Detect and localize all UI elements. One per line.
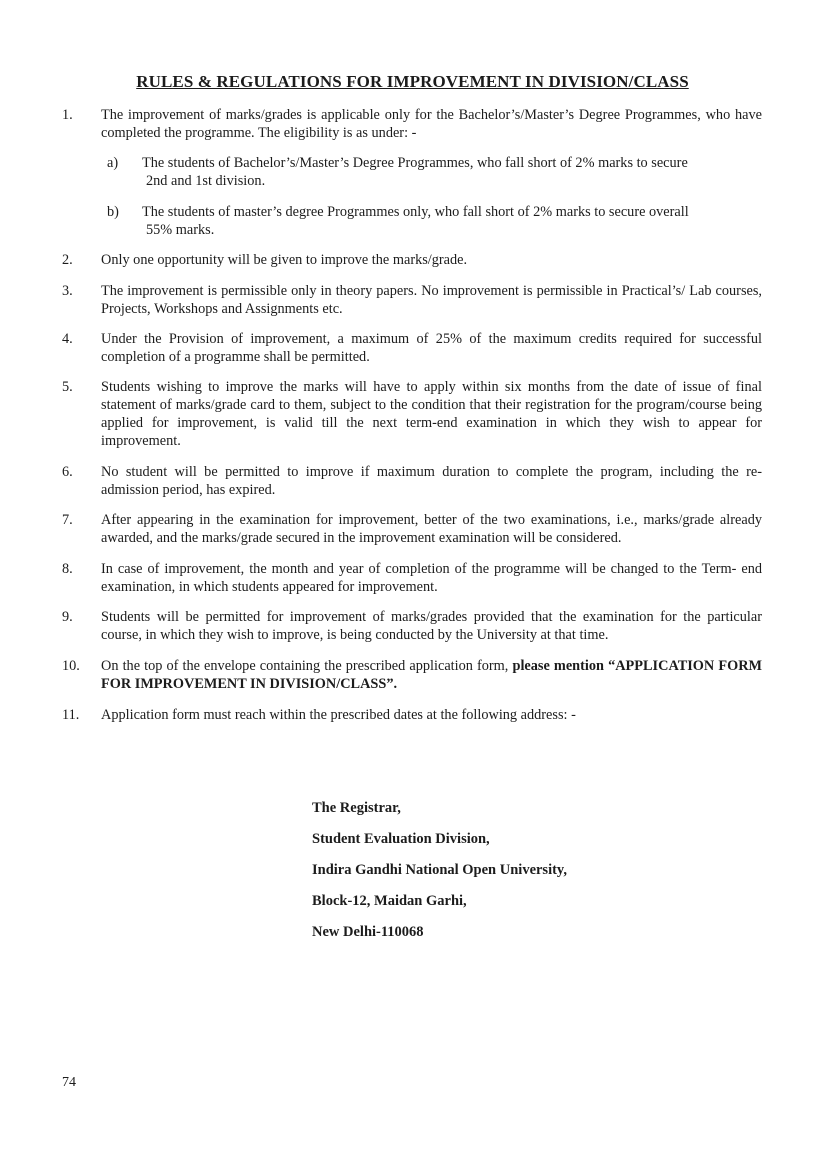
item-text: In case of improvement, the month and year of completion of the programme will be changed to the Term- end examination, in which students appeared for improvement. — [101, 561, 762, 595]
bold-instruction: please mention — [512, 658, 604, 674]
sub-item-label: a) — [107, 155, 119, 171]
rule-item-4 — [62, 330, 762, 366]
item-number: 9. — [62, 609, 73, 625]
item-text: The improvement of marks/grades is applicable only for the Bachelor’s/Master’s Degree Programmes, who have completed the programme. The eligibility is as under: - — [101, 107, 763, 141]
item-number: 11. — [62, 707, 80, 723]
item-text: On the top of the envelope containing the prescribed application form, please mention “APPLICATION FORM FOR IMPROVEMENT IN DIVISION/CLASS”. — [101, 658, 763, 692]
item-text: After appearing in the examination for improvement, better of the two examinations, i.e., marks/grade already awarded, and the marks/grade secured in the improvement examination will be considered. — [101, 512, 762, 546]
address-line-registrar: The Registrar, — [312, 800, 401, 816]
item-number: 4. — [62, 331, 73, 347]
rule-item-9 — [62, 608, 762, 644]
rule-item-5 — [62, 378, 762, 450]
rule-item-10 — [62, 657, 762, 693]
item-number: 8. — [62, 561, 73, 577]
rule-item-2 — [62, 251, 762, 269]
item-number: 10. — [62, 658, 80, 674]
rule-item-6 — [62, 463, 762, 499]
item-number: 6. — [62, 464, 73, 480]
item-text: Only one opportunity will be given to improve the marks/grade. — [101, 252, 468, 268]
sub-item-label: b) — [107, 204, 119, 220]
item-number: 3. — [62, 283, 73, 299]
address-line-block: Block-12, Maidan Garhi, — [312, 893, 467, 909]
page-title: RULES & REGULATIONS FOR IMPROVEMENT IN DIVISION/CLASS — [136, 72, 689, 91]
item-text: Students will be permitted for improvement of marks/grades provided that the examination for the particular course, in which they wish to improve, is being conducted by the University at that time. — [101, 609, 762, 643]
envelope-label: “APPLICATION FORM FOR IMPROVEMENT IN DIVISION/CLASS”. — [101, 658, 763, 692]
item-number: 7. — [62, 512, 73, 528]
sub-item-text: The students of master’s degree Programmes only, who fall short of 2% marks to secure overall — [142, 204, 689, 220]
address-line-university: Indira Gandhi National Open University, — [312, 862, 568, 878]
item-text: Under the Provision of improvement, a maximum of 25% of the maximum credits required for successful completion of a programme shall be permitted. — [101, 331, 762, 365]
item-number: 5. — [62, 379, 73, 395]
rule-item-3 — [62, 282, 762, 318]
item-number: 1. — [62, 107, 73, 123]
sub-item-text-cont: 55% marks. — [146, 222, 215, 238]
item-text: No student will be permitted to improve if maximum duration to complete the program, including the re- admission period, has expired. — [101, 464, 762, 498]
item-text: Students wishing to improve the marks will have to apply within six months from the date of issue of final statement of marks/grade card to them, subject to the condition that their registration for the program/course being applied for improvement, is valid till the next term-end examination in which they wish to appear for improvement. — [101, 379, 763, 449]
sub-item-b — [107, 203, 762, 239]
rule-item-7 — [62, 511, 762, 547]
rule-item-1 — [62, 106, 762, 142]
page-number: 74 — [62, 1075, 76, 1090]
item-number: 2. — [62, 252, 73, 268]
item-text: Application form must reach within the prescribed dates at the following address: - — [101, 707, 576, 723]
sub-item-a — [107, 154, 762, 190]
rule-item-11 — [62, 706, 762, 724]
item-text: The improvement is permissible only in theory papers. No improvement is permissible in Practical’s/ Lab courses, Projects, Workshops and Assignments etc. — [101, 283, 762, 317]
rule-item-8 — [62, 560, 762, 596]
sub-item-text-cont: 2nd and 1st division. — [146, 173, 266, 189]
address-line-city: New Delhi-110068 — [312, 924, 424, 940]
address-line-division: Student Evaluation Division, — [312, 831, 490, 847]
sub-item-text: The students of Bachelor’s/Master’s Degree Programmes, who fall short of 2% marks to secure — [142, 155, 688, 171]
